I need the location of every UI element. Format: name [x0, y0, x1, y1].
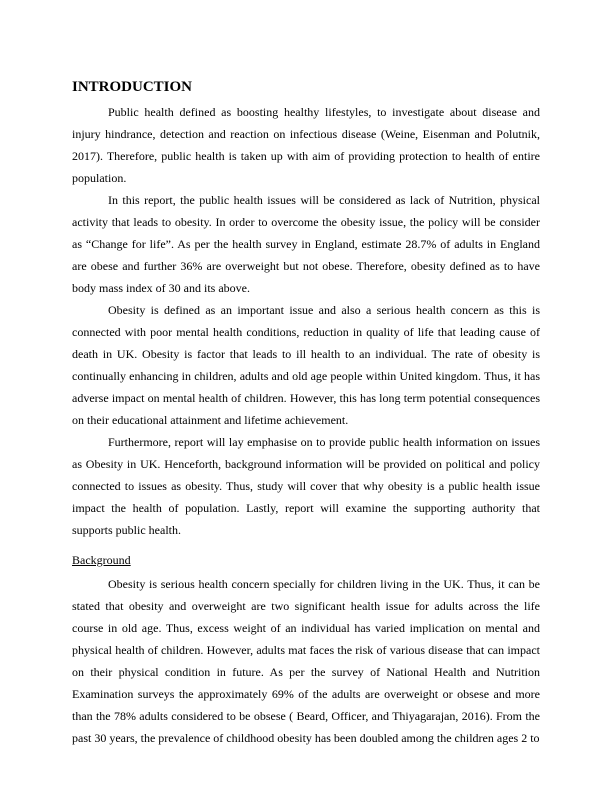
intro-paragraph-2: In this report, the public health issues will be considered as lack of Nutrition, physical activity that leads to obesity. In order to overcome the obesity issue, the policy will be consider as “Change for life”. As per the health survey in England, estimate 28.7% of adults in England are obese and further 36% are overweight but not obese. Therefore, obesity defined as to have body mass index of 30 and its above. — [72, 193, 540, 295]
section-heading-background: Background — [72, 553, 131, 567]
background-paragraph: Obesity is serious health concern specially for children living in the UK. Thus, it can be stated that obesity and overweight are two significant health issue for adults across the life course in old age. Thus, excess weight of an individual has varied implication on mental and physical health of children. However, adults mat faces the risk of various disease that can impact on their physical condition in future. As per the survey of National Health and Nutrition Examination surveys the approximately 69% of the adults are overweight or obsese and more than the 78% adults considered to be obsese ( Beard, Officer, and Thiyagarajan, 2016). From the past 30 years, the prevalence of childhood obesity has been doubled among the children ages 2 to — [72, 577, 540, 745]
intro-paragraph-4: Furthermore, report will lay emphasise on to provide public health information on issues as Obesity in UK. Henceforth, background information will be provided on political and policy connected to issues as obesity. Thus, study will cover that why obesity is a public health issue impact the health of population. Lastly, report will examine the supporting authority that supports public health. — [72, 435, 540, 537]
intro-paragraph-3: Obesity is defined as an important issue and also a serious health concern as this is connected with poor mental health conditions, reduction in quality of life that leading cause of death in UK. Obesity is factor that leads to ill health to an individual. The rate of obesity is continually enhancing in children, adults and old age people within United kingdom. Thus, it has adverse impact on mental health of children. However, this has long term potential consequences on their educational attainment and lifetime achievement. — [72, 303, 540, 427]
document-page — [72, 77, 540, 749]
intro-paragraph-1: Public health defined as boosting healthy lifestyles, to investigate about disease and injury hindrance, detection and reaction on infectious disease (Weine, Eisenman and Polutnik, 2017). Therefore, public health is taken up with aim of providing protection to health of entire population. — [72, 105, 540, 185]
section-title-introduction: INTRODUCTION — [72, 79, 193, 95]
